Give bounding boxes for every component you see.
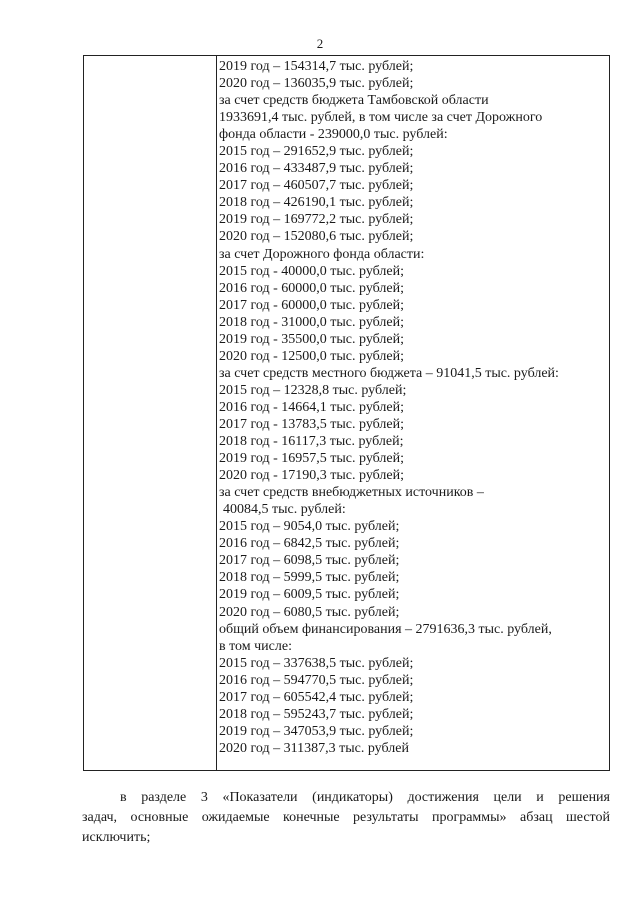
financing-line: 2017 год - 13783,5 тыс. рублей; — [219, 416, 405, 432]
financing-line: 2016 год - 60000,0 тыс. рублей; — [219, 280, 405, 296]
column-divider — [216, 56, 217, 770]
financing-line: 2018 год – 595243,7 тыс. рублей; — [219, 706, 414, 722]
financing-line: 2018 год - 31000,0 тыс. рублей; — [219, 314, 405, 330]
financing-line: 2019 год - 35500,0 тыс. рублей; — [219, 331, 405, 347]
financing-line: 1933691,4 тыс. рублей, в том числе за счет Дорожного — [219, 110, 543, 126]
financing-line: 2020 год – 152080,6 тыс. рублей; — [219, 229, 414, 245]
financing-line: 2017 год – 460507,7 тыс. рублей; — [219, 178, 414, 194]
financing-line: 40084,5 тыс. рублей: — [223, 502, 346, 518]
financing-table — [83, 55, 610, 771]
amendment-paragraph — [82, 788, 610, 848]
financing-line: 2017 год – 605542,4 тыс. рублей; — [219, 689, 414, 705]
financing-line: фонда области - 239000,0 тыс. рублей: — [219, 127, 448, 143]
financing-line: 2015 год – 12328,8 тыс. рублей; — [219, 382, 407, 398]
paragraph-line-1: в разделе 3 «Показатели (индикаторы) достижения цели и решения — [120, 790, 610, 805]
financing-line: общий объем финансирования – 2791636,3 тыс. рублей, — [219, 621, 552, 637]
financing-line: 2020 год - 17190,3 тыс. рублей; — [219, 468, 405, 484]
financing-line: за счет средств местного бюджета – 91041,5 тыс. рублей: — [219, 365, 559, 381]
financing-line: 2018 год – 5999,5 тыс. рублей; — [219, 570, 400, 586]
financing-line: 2017 год – 6098,5 тыс. рублей; — [219, 553, 400, 569]
financing-line: 2015 год – 291652,9 тыс. рублей; — [219, 144, 414, 160]
financing-line: 2016 год - 14664,1 тыс. рублей; — [219, 399, 405, 415]
financing-line: 2017 год - 60000,0 тыс. рублей; — [219, 297, 405, 313]
financing-line: 2020 год – 6080,5 тыс. рублей; — [219, 604, 400, 620]
financing-line: 2020 год – 311387,3 тыс. рублей — [219, 740, 409, 756]
financing-line: за счет средств бюджета Тамбовской области — [219, 93, 489, 109]
financing-line: 2018 год – 426190,1 тыс. рублей; — [219, 195, 414, 211]
financing-line: 2019 год – 347053,9 тыс. рублей; — [219, 723, 414, 739]
financing-line: 2019 год – 154314,7 тыс. рублей; — [219, 59, 414, 74]
financing-line: 2019 год - 16957,5 тыс. рублей; — [219, 451, 405, 467]
financing-line: 2015 год – 9054,0 тыс. рублей; — [219, 519, 400, 535]
financing-line: 2018 год - 16117,3 тыс. рублей; — [219, 434, 404, 450]
financing-line: за счет Дорожного фонда области: — [219, 246, 425, 262]
financing-line: 2020 год - 12500,0 тыс. рублей; — [219, 348, 405, 364]
financing-line: 2019 год – 6009,5 тыс. рублей; — [219, 587, 400, 603]
paragraph-line-2: задач, основные ожидаемые конечные результаты программы» абзац шестой — [82, 810, 610, 825]
page-number: 2 — [316, 36, 324, 51]
financing-line: 2015 год - 40000,0 тыс. рублей; — [219, 263, 405, 279]
financing-content-cell — [219, 58, 605, 757]
financing-line: 2016 год – 433487,9 тыс. рублей; — [219, 161, 414, 177]
financing-line: за счет средств внебюджетных источников – — [219, 485, 484, 501]
paragraph-line-3: исключить; — [82, 830, 151, 845]
financing-line: 2016 год – 594770,5 тыс. рублей; — [219, 672, 414, 688]
financing-line: 2019 год – 169772,2 тыс. рублей; — [219, 212, 414, 228]
financing-line: в том числе: — [219, 638, 292, 654]
financing-line: 2020 год – 136035,9 тыс. рублей; — [219, 76, 414, 92]
financing-line: 2016 год – 6842,5 тыс. рублей; — [219, 536, 400, 552]
financing-line: 2015 год – 337638,5 тыс. рублей; — [219, 655, 414, 671]
